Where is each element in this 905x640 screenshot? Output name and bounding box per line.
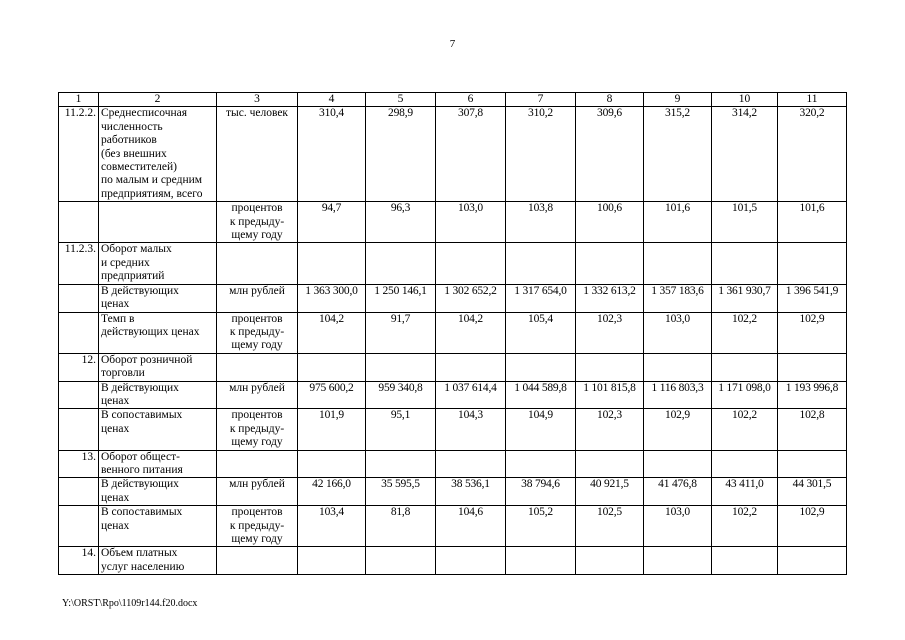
row-code [59,284,99,312]
row-code [59,478,99,506]
row-code: 13. [59,450,99,478]
value-cell: 1 037 614,4 [436,381,506,409]
value-cell: 102,2 [712,312,778,353]
value-cell [366,353,436,381]
value-cell: 100,6 [576,202,644,243]
row-indicator-name: В действующих ценах [99,478,217,506]
value-cell [436,547,506,575]
table-row [59,202,847,243]
col-header: 1 [59,93,99,107]
value-cell [366,243,436,284]
row-code: 11.2.3. [59,243,99,284]
value-cell: 35 595,5 [366,478,436,506]
row-indicator-name: Темп в действующих ценах [99,312,217,353]
row-unit [217,353,298,381]
col-header: 2 [99,93,217,107]
value-cell [644,547,712,575]
value-cell: 103,0 [436,202,506,243]
table-row [59,506,847,547]
value-cell [576,450,644,478]
value-cell: 1 302 652,2 [436,284,506,312]
value-cell: 43 411,0 [712,478,778,506]
col-header: 5 [366,93,436,107]
row-code [59,506,99,547]
file-path-footer: Y:\ORST\Rpo\1109r144.f20.docx [62,598,198,609]
value-cell: 310,2 [506,107,576,202]
value-cell: 1 193 996,8 [778,381,847,409]
value-cell: 1 361 930,7 [712,284,778,312]
value-cell: 102,3 [576,312,644,353]
value-cell: 91,7 [366,312,436,353]
col-header: 10 [712,93,778,107]
value-cell: 1 357 183,6 [644,284,712,312]
row-code [59,409,99,450]
value-cell [366,450,436,478]
value-cell: 105,2 [506,506,576,547]
value-cell: 103,4 [298,506,366,547]
page-number: 7 [449,38,456,50]
value-cell [712,450,778,478]
value-cell: 38 536,1 [436,478,506,506]
row-unit [217,450,298,478]
value-cell: 102,9 [778,312,847,353]
value-cell: 1 317 654,0 [506,284,576,312]
row-indicator-name: В сопоставимых ценах [99,506,217,547]
col-header: 11 [778,93,847,107]
table-row [59,381,847,409]
value-cell: 102,3 [576,409,644,450]
col-header: 7 [506,93,576,107]
row-indicator-name: В действующих ценах [99,284,217,312]
table-row [59,353,847,381]
table-row [59,107,847,202]
row-code [59,202,99,243]
value-cell: 1 101 815,8 [576,381,644,409]
value-cell [576,547,644,575]
value-cell: 103,8 [506,202,576,243]
row-code [59,381,99,409]
table-row [59,409,847,450]
value-cell: 96,3 [366,202,436,243]
value-cell [712,547,778,575]
value-cell: 298,9 [366,107,436,202]
value-cell [712,353,778,381]
value-cell: 1 171 098,0 [712,381,778,409]
row-unit: млн рублей [217,478,298,506]
value-cell: 1 250 146,1 [366,284,436,312]
value-cell [506,450,576,478]
value-cell: 959 340,8 [366,381,436,409]
value-cell: 101,5 [712,202,778,243]
value-cell: 104,2 [436,312,506,353]
table-row [59,243,847,284]
col-header: 6 [436,93,506,107]
value-cell: 102,2 [712,506,778,547]
value-cell [298,547,366,575]
row-unit: процентов к предыду- щему году [217,312,298,353]
value-cell: 975 600,2 [298,381,366,409]
value-cell [298,450,366,478]
value-cell [506,353,576,381]
value-cell: 101,6 [644,202,712,243]
value-cell: 38 794,6 [506,478,576,506]
row-indicator-name [99,202,217,243]
row-code: 14. [59,547,99,575]
value-cell: 101,6 [778,202,847,243]
row-unit: млн рублей [217,381,298,409]
value-cell: 44 301,5 [778,478,847,506]
value-cell: 1 044 589,8 [506,381,576,409]
table-row [59,312,847,353]
row-unit: тыс. человек [217,107,298,202]
row-indicator-name: Оборот розничной торговли [99,353,217,381]
value-cell [644,353,712,381]
row-indicator-name: В действующих ценах [99,381,217,409]
value-cell: 102,2 [712,409,778,450]
value-cell [366,547,436,575]
value-cell: 310,4 [298,107,366,202]
value-cell [644,450,712,478]
value-cell: 40 921,5 [576,478,644,506]
table-body [59,107,847,575]
row-unit [217,243,298,284]
table-row [59,478,847,506]
value-cell: 307,8 [436,107,506,202]
value-cell: 104,9 [506,409,576,450]
row-unit: млн рублей [217,284,298,312]
value-cell: 95,1 [366,409,436,450]
value-cell [778,243,847,284]
row-indicator-name: Оборот общест- венного питания [99,450,217,478]
value-cell [576,243,644,284]
value-cell [436,353,506,381]
value-cell: 102,9 [778,506,847,547]
value-cell [298,353,366,381]
value-cell: 315,2 [644,107,712,202]
row-unit: процентов к предыду- щему году [217,409,298,450]
table-row [59,450,847,478]
value-cell [298,243,366,284]
value-cell [506,547,576,575]
row-indicator-name: В сопоставимых ценах [99,409,217,450]
value-cell [436,243,506,284]
value-cell [712,243,778,284]
value-cell: 314,2 [712,107,778,202]
table-row [59,284,847,312]
value-cell: 104,2 [298,312,366,353]
value-cell: 104,3 [436,409,506,450]
value-cell: 1 116 803,3 [644,381,712,409]
value-cell: 102,9 [644,409,712,450]
row-indicator-name: Среднесписочная численность работников (без внешних совместителей) по малым и средним предприятиям, всего [99,107,217,202]
value-cell [778,547,847,575]
value-cell: 42 166,0 [298,478,366,506]
value-cell: 103,0 [644,312,712,353]
value-cell [778,450,847,478]
value-cell [506,243,576,284]
col-header: 3 [217,93,298,107]
value-cell [576,353,644,381]
row-code [59,312,99,353]
indicators-table [58,92,847,575]
value-cell: 94,7 [298,202,366,243]
col-header: 9 [644,93,712,107]
row-code: 11.2.2. [59,107,99,202]
row-code: 12. [59,353,99,381]
value-cell: 1 363 300,0 [298,284,366,312]
value-cell: 101,9 [298,409,366,450]
value-cell [436,450,506,478]
row-indicator-name: Объем платных услуг населению [99,547,217,575]
value-cell: 309,6 [576,107,644,202]
row-unit [217,547,298,575]
value-cell: 81,8 [366,506,436,547]
value-cell [778,353,847,381]
value-cell: 102,5 [576,506,644,547]
row-unit: процентов к предыду- щему году [217,506,298,547]
value-cell: 102,8 [778,409,847,450]
col-header: 8 [576,93,644,107]
table-row [59,547,847,575]
value-cell [644,243,712,284]
col-header: 4 [298,93,366,107]
value-cell: 320,2 [778,107,847,202]
value-cell: 103,0 [644,506,712,547]
column-number-row [59,93,847,107]
value-cell: 104,6 [436,506,506,547]
value-cell: 1 332 613,2 [576,284,644,312]
value-cell: 105,4 [506,312,576,353]
row-unit: процентов к предыду- щему году [217,202,298,243]
value-cell: 41 476,8 [644,478,712,506]
row-indicator-name: Оборот малых и средних предприятий [99,243,217,284]
value-cell: 1 396 541,9 [778,284,847,312]
